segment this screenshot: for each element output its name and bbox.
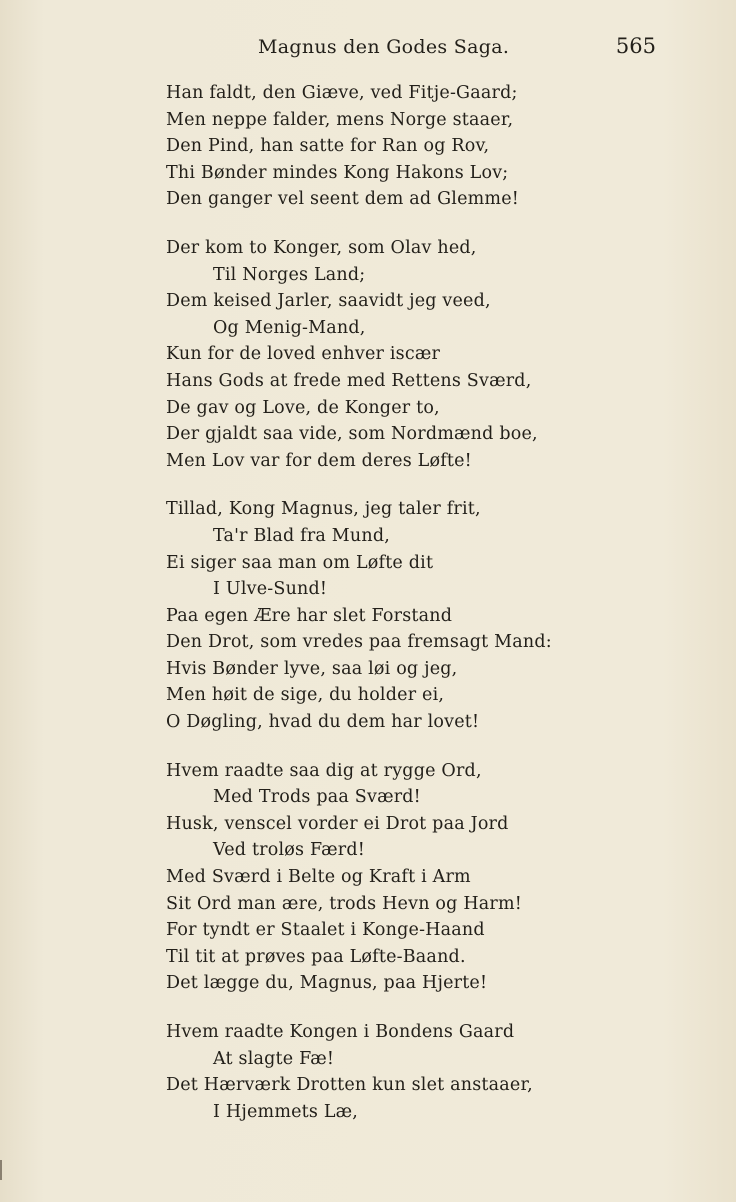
stanza bbox=[166, 758, 566, 997]
poem-line: Hvis Bønder lyve, saa løi og jeg, bbox=[166, 658, 458, 679]
poem-line: Hvem raadte Kongen i Bondens Gaard bbox=[166, 1022, 515, 1042]
poem-line: Dem keised Jarler, saavidt jeg veed, bbox=[166, 291, 491, 312]
poem-line: I Hjemmets Læ, bbox=[213, 1101, 359, 1122]
poem-line: Det lægge du, Magnus, paa Hjerte! bbox=[166, 973, 488, 994]
poem-line: Den Drot, som vredes paa fremsagt Mand: bbox=[166, 632, 552, 653]
poem-line: Til tit at prøves paa Løfte-Baand. bbox=[166, 946, 466, 967]
poem-line: Ei siger saa man om Løfte dit bbox=[166, 552, 434, 573]
poem-line: Men Lov var for dem deres Løfte! bbox=[166, 450, 472, 471]
poem-line: O Døgling, hvad du dem har lovet! bbox=[166, 712, 480, 733]
poem-line: Han faldt, den Giæve, ved Fitje-Gaard; bbox=[166, 83, 518, 103]
poem-line: Med Trods paa Sværd! bbox=[213, 787, 421, 808]
poem-line: Den ganger vel seent dem ad Glemme! bbox=[166, 189, 520, 210]
running-title: Magnus den Godes Saga. bbox=[258, 36, 510, 58]
poem-line: Thi Bønder mindes Kong Hakons Lov; bbox=[166, 162, 509, 183]
poem-line: Ved troløs Færd! bbox=[213, 840, 365, 861]
poem-line: Sit Ord man ære, trods Hevn og Harm! bbox=[166, 893, 523, 914]
poem-line: Men neppe falder, mens Norge staaer, bbox=[166, 109, 514, 130]
poem-line: Ta'r Blad fra Mund, bbox=[213, 525, 391, 546]
stanza bbox=[166, 496, 566, 735]
poem-text bbox=[166, 80, 566, 1147]
poem-line: Det Hærværk Drotten kun slet anstaaer, bbox=[166, 1075, 533, 1096]
poem-line: Og Menig-Mand, bbox=[213, 317, 366, 338]
poem-line: Der kom to Konger, som Olav hed, bbox=[166, 237, 477, 258]
poem-line: At slagte Fæ! bbox=[213, 1048, 335, 1069]
poem-line: Men høit de sige, du holder ei, bbox=[166, 685, 445, 706]
poem-line: Hans Gods at frede med Rettens Sværd, bbox=[166, 370, 532, 391]
stanza bbox=[166, 235, 566, 474]
poem-line: Med Sværd i Belte og Kraft i Arm bbox=[166, 867, 471, 888]
poem-line: Husk, venscel vorder ei Drot paa Jord bbox=[166, 813, 509, 834]
poem-line: Kun for de loved enhver iscær bbox=[166, 344, 441, 365]
poem-line: Den Pind, han satte for Ran og Rov, bbox=[166, 136, 490, 157]
stanza bbox=[166, 1019, 566, 1125]
poem-line: Der gjaldt saa vide, som Nordmænd boe, bbox=[166, 424, 538, 445]
poem-line: Til Norges Land; bbox=[213, 264, 366, 285]
page-edge-mark bbox=[0, 1160, 2, 1180]
poem-line: Paa egen Ære har slet Forstand bbox=[166, 605, 453, 626]
poem-line: I Ulve-Sund! bbox=[213, 579, 328, 600]
poem-line: De gav og Love, de Konger to, bbox=[166, 397, 440, 418]
stanza bbox=[166, 80, 566, 213]
poem-line: Hvem raadte saa dig at rygge Ord, bbox=[166, 760, 482, 781]
poem-line: For tyndt er Staalet i Konge-Haand bbox=[166, 920, 485, 941]
page-number: 565 bbox=[615, 34, 656, 58]
poem-line: Tillad, Kong Magnus, jeg taler frit, bbox=[166, 499, 481, 520]
